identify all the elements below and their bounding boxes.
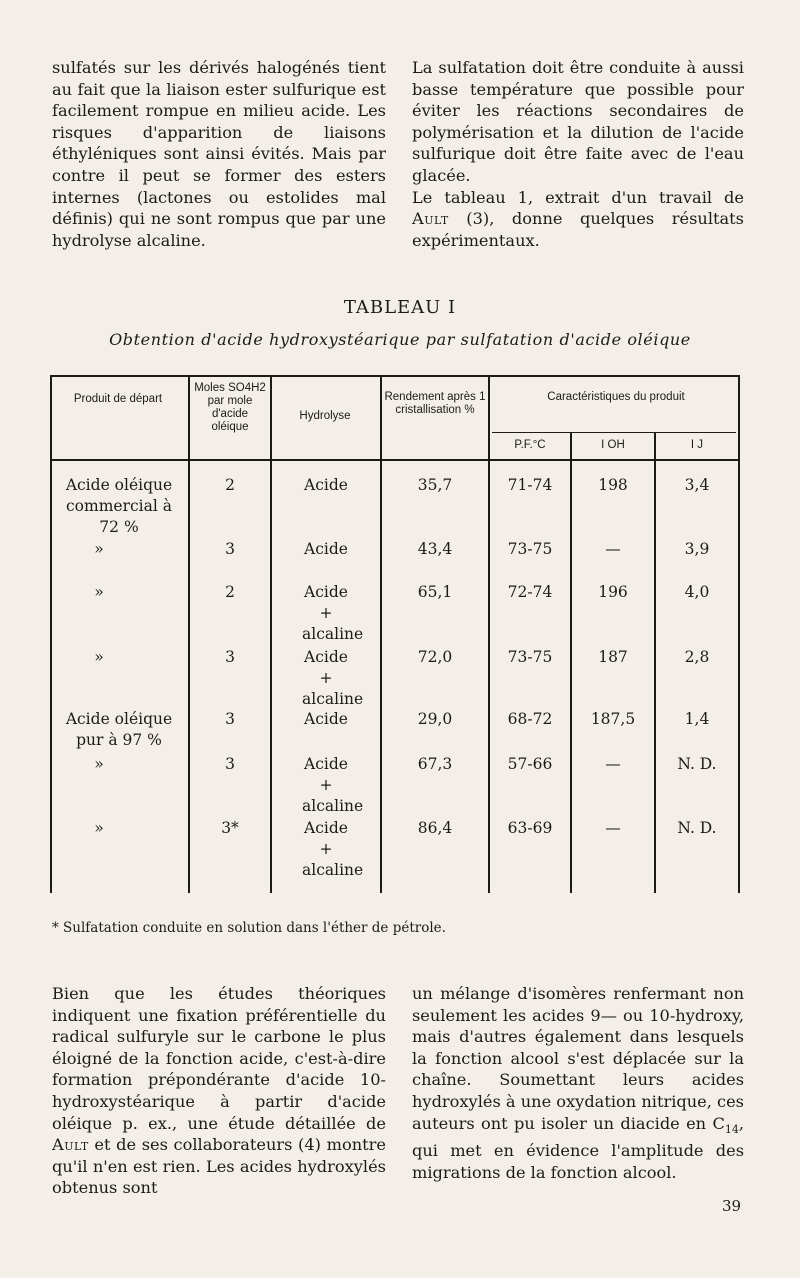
text-run: Le tableau 1, extrait d'un travail de	[412, 187, 744, 207]
paragraph: La sulfatation doit être conduite à aussi basse température que possible pour éviter les réactions secondaires de polymérisation et la dilution de l'acide sulfurique doit être faite avec de l'eau glacée.	[412, 58, 744, 185]
cell-yield: 72,0	[417, 648, 453, 666]
text-run: , qui met en évidence l'amplitude des migrations de la fonction alcool.	[412, 1113, 744, 1182]
cell-ioh: 187	[598, 648, 628, 666]
cell-hydrolysis: Acide + alcaline	[302, 648, 364, 708]
table-rule	[380, 375, 382, 893]
text-run: (3), donne quelques résultats expérimentaux.	[412, 209, 744, 250]
cell-ij: N. D.	[677, 755, 717, 773]
cell-yield: 29,0	[417, 710, 453, 728]
cell-ioh: 198	[598, 476, 628, 494]
cell-hydrolysis: Acide + alcaline	[302, 583, 364, 643]
cell-ioh: —	[605, 819, 621, 837]
header-yield: Rendement après 1 cristallisation %	[384, 391, 486, 416]
author-name: Ault	[52, 1135, 89, 1155]
table-rule	[270, 375, 272, 893]
text-column-top-right	[412, 57, 744, 251]
table-rule	[50, 459, 740, 461]
paragraph: sulfatés sur les dérivés halogénés tient au fait que la liaison ester sulfurique est facilement rompue en milieu acide. Les risques d'apparition de liaisons éthyléniques sont ainsi évités. Mais par contre il peut se former des esters internes (lactones ou estolides mal définis) qui ne sont rompus que par une hydrolyse alcaline.	[52, 58, 386, 250]
cell-pf: 73-75	[507, 540, 553, 558]
header-product: Produit de départ	[73, 393, 163, 405]
cell-product: Acide oléique commercial à 72 %	[65, 476, 173, 536]
cell-pf: 72-74	[507, 583, 553, 601]
cell-hydrolysis: Acide	[304, 476, 348, 494]
text-column-bottom-right	[412, 983, 744, 1184]
text-column-bottom-left	[52, 983, 386, 1199]
cell-yield: 35,7	[417, 476, 453, 494]
table-rule	[50, 375, 740, 377]
cell-yield: 67,3	[417, 755, 453, 773]
cell-product: »	[94, 819, 104, 837]
cell-product: »	[94, 648, 104, 666]
cell-moles: 3	[225, 755, 235, 773]
cell-ij: 3,9	[684, 540, 710, 558]
cell-moles: 3	[225, 540, 235, 558]
table-rule	[738, 375, 740, 893]
header-moles: Moles SO4H2 par mole d'acide oléique	[194, 382, 266, 433]
cell-ij: N. D.	[677, 819, 717, 837]
table-rule	[488, 375, 490, 893]
table-rule	[492, 432, 736, 433]
subscript: 14	[724, 1122, 739, 1136]
cell-yield: 43,4	[417, 540, 453, 558]
table-subtitle: Obtention d'acide hydroxystéarique par sulfatation d'acide oléique	[109, 330, 691, 349]
cell-ij: 1,4	[684, 710, 710, 728]
cell-moles: 3	[225, 648, 235, 666]
header-characteristics: Caractéristiques du produit	[547, 391, 685, 403]
text-column-top-left	[52, 57, 386, 251]
cell-yield: 86,4	[417, 819, 453, 837]
cell-pf: 68-72	[507, 710, 553, 728]
paragraph	[412, 187, 744, 252]
cell-pf: 57-66	[507, 755, 553, 773]
page-number: 39	[722, 1197, 742, 1215]
cell-hydrolysis: Acide + alcaline	[302, 755, 364, 815]
paragraph	[412, 983, 744, 1184]
cell-product: »	[94, 540, 104, 558]
cell-moles: 2	[225, 583, 235, 601]
author-name: Ault	[412, 209, 449, 229]
cell-pf: 73-75	[507, 648, 553, 666]
cell-yield: 65,1	[417, 583, 453, 601]
cell-ioh: 196	[598, 583, 628, 601]
cell-moles: 2	[225, 476, 235, 494]
cell-product: »	[94, 583, 104, 601]
cell-ioh: —	[605, 755, 621, 773]
text-run: et de ses collaborateurs (4) montre qu'il n'en est rien. Les acides hydroxylés obtenus sont	[52, 1135, 386, 1198]
text-run: Bien que les études théoriques indiquent une fixation préférentielle du radical sulfuryle sur le carbone le plus éloigné de la fonction acide, c'est-à-dire formation prépondérante d'acide 10-hydroxystéarique à partir d'acide oléique p. ex., une étude détaillée de	[52, 984, 386, 1133]
table-rule	[50, 375, 52, 893]
table-footnote: * Sulfatation conduite en solution dans l'éther de pétrole.	[52, 920, 446, 936]
cell-hydrolysis: Acide + alcaline	[302, 819, 364, 879]
cell-hydrolysis: Acide	[304, 540, 348, 558]
paragraph	[52, 983, 386, 1199]
header-pf: P.F.°C	[514, 439, 546, 451]
header-ij: I J	[690, 439, 704, 451]
data-table	[50, 375, 740, 893]
cell-ij: 4,0	[684, 583, 710, 601]
cell-ij: 3,4	[684, 476, 710, 494]
cell-moles: 3*	[221, 819, 239, 837]
text-run: un mélange d'isomères renfermant non seulement les acides 9— ou 10-hydroxy, mais d'autres également dans lesquels la fonction alcool s'est déplacée sur la chaîne. Soumettant leurs acides hydroxylés à une oxydation nitrique, ces auteurs ont pu isoler un diacide en C	[412, 984, 744, 1133]
cell-pf: 63-69	[507, 819, 553, 837]
cell-ioh: 187,5	[590, 710, 636, 728]
cell-ij: 2,8	[684, 648, 710, 666]
cell-pf: 71-74	[507, 476, 553, 494]
cell-hydrolysis: Acide	[304, 710, 348, 728]
cell-moles: 3	[225, 710, 235, 728]
table-title: TABLEAU I	[343, 297, 457, 318]
cell-ioh: —	[605, 540, 621, 558]
table-rule	[188, 375, 190, 893]
header-hydrolysis: Hydrolyse	[299, 410, 351, 422]
cell-product: Acide oléique pur à 97 %	[65, 710, 173, 749]
header-ioh: I OH	[601, 439, 625, 451]
cell-product: »	[94, 755, 104, 773]
